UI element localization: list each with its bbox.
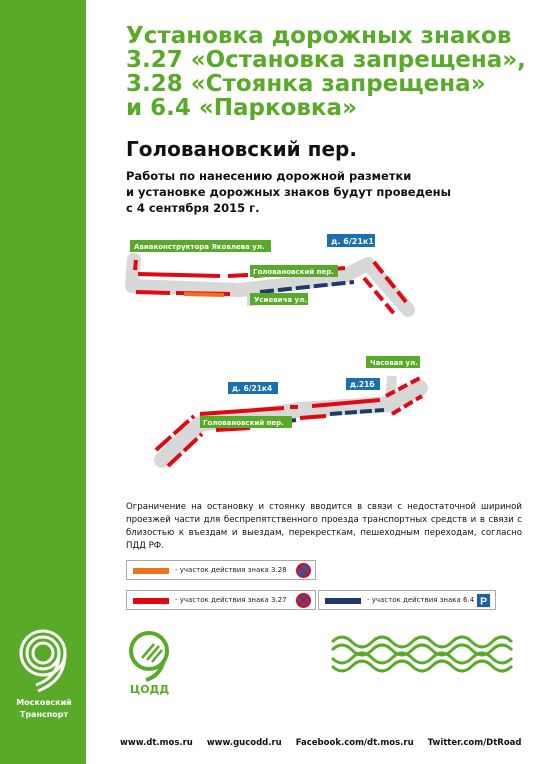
label-usievicha: Усиевича ул. bbox=[254, 296, 307, 304]
label-aviakonstruktora: Авиаконструктора Яковлева ул. bbox=[134, 243, 265, 251]
work-info bbox=[126, 168, 451, 216]
page-title bbox=[126, 24, 536, 120]
codd-logo-icon bbox=[128, 630, 170, 684]
title-line-4: и 6.4 «Парковка» bbox=[126, 95, 357, 121]
codd-label: ЦОДД bbox=[130, 683, 170, 696]
legend-swatch-orange bbox=[133, 568, 169, 574]
legend-item-6-4 bbox=[318, 590, 496, 610]
legend-label: - участок действия знака 3.28 bbox=[175, 566, 287, 574]
label-house-6-21k4: д. 6/21к4 bbox=[232, 384, 273, 393]
moscow-transport-logo-icon bbox=[8, 625, 78, 695]
logo-line-1: Московский bbox=[16, 698, 72, 707]
map-bottom bbox=[156, 356, 422, 466]
restriction-note: Ограничение на остановку и стоянку вводится в связи с недостаточной шириной проезжей части для беспрепятственного проезда транспортных средств и в связи с близостью к въездам и выездам, перекресткам, пешеходным переходам, согласно ПДД РФ. bbox=[126, 502, 522, 551]
legend-label: - участок действия знака 3.27 bbox=[175, 596, 287, 604]
link-twitter[interactable]: Twitter.com/DtRoad bbox=[427, 738, 522, 748]
link-dt-mos[interactable]: www.dt.mos.ru bbox=[120, 738, 193, 748]
link-gucodd[interactable]: www.gucodd.ru bbox=[206, 738, 282, 748]
legend-swatch-red bbox=[133, 598, 169, 604]
label-house-6-21k1: д. 6/21к1 bbox=[331, 237, 374, 246]
legend-item-3-28 bbox=[126, 560, 316, 580]
road-chasovaya bbox=[390, 376, 392, 404]
street-name: Головановский пер. bbox=[126, 137, 357, 161]
sidebar bbox=[0, 0, 86, 764]
legend-label: - участок действия знака 6.4 bbox=[367, 596, 475, 604]
link-facebook[interactable]: Facebook.com/dt.mos.ru bbox=[295, 738, 414, 748]
svg-text:P: P bbox=[480, 596, 487, 608]
info-line-2: и установке дорожных знаков будут проведены bbox=[126, 185, 452, 199]
no-parking-sign-icon bbox=[296, 563, 311, 578]
moscow-transport-label bbox=[4, 697, 84, 721]
logo-line-2: Транспорт bbox=[19, 710, 69, 719]
label-golovanovsky-top: Головановский пер. bbox=[253, 268, 334, 276]
label-golovanovsky-bottom: Головановский пер. bbox=[203, 419, 284, 427]
legend-swatch-navy bbox=[325, 598, 361, 604]
info-line-1: Работы по нанесению дорожной разметки bbox=[126, 169, 412, 183]
title-line-1: Установка дорожных знаков bbox=[126, 23, 512, 49]
footer-links bbox=[120, 738, 532, 748]
title-line-2: 3.27 «Остановка запрещена», bbox=[126, 47, 526, 73]
map-top bbox=[130, 234, 408, 316]
label-chasovaya: Часовая ул. bbox=[370, 359, 418, 367]
street-map bbox=[120, 228, 440, 478]
title-line-3: 3.28 «Стоянка запрещена» bbox=[126, 71, 486, 97]
no-stopping-sign-icon bbox=[296, 593, 311, 608]
info-line-3: с 4 сентября 2015 г. bbox=[126, 201, 260, 215]
label-house-21b: д.21б bbox=[350, 380, 375, 389]
parking-sign-icon bbox=[476, 593, 491, 608]
decorative-wave-pattern bbox=[330, 630, 520, 680]
legend-item-3-27 bbox=[126, 590, 316, 610]
